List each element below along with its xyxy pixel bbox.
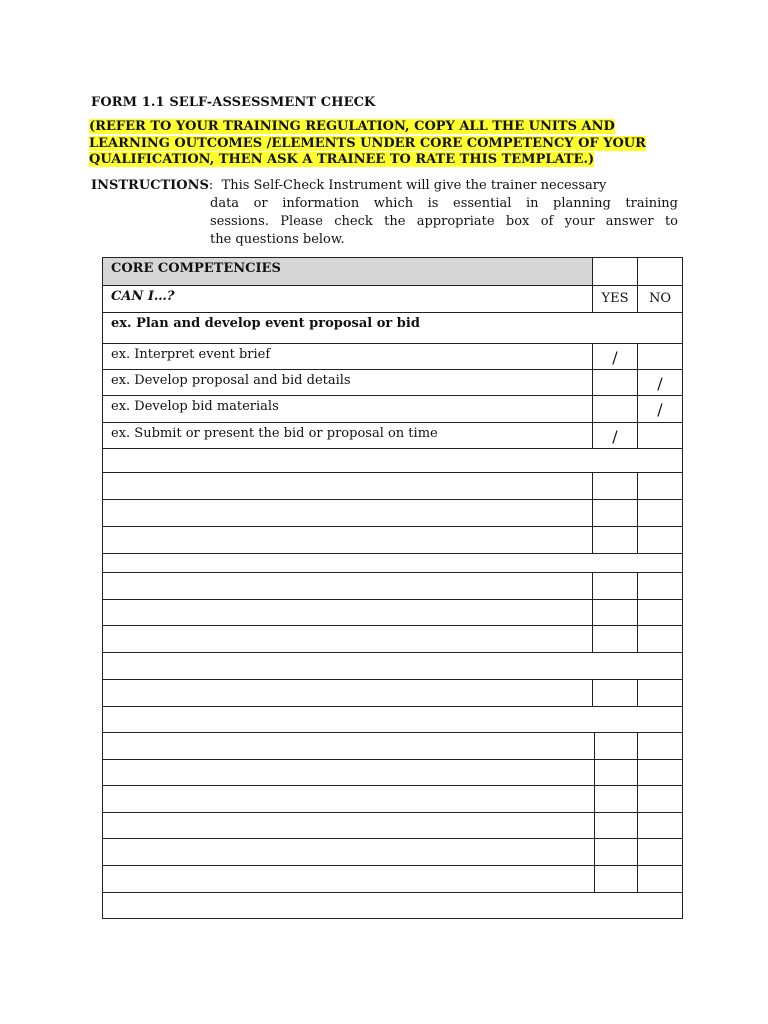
no-checkbox[interactable]	[637, 526, 683, 554]
yes-checkbox[interactable]	[594, 785, 638, 813]
no-checkbox[interactable]	[637, 422, 683, 449]
instructions-line-3: sessions. Please check the appropriate box of your answer to	[210, 214, 678, 229]
table-row-text: ex. Develop proposal and bid details	[102, 369, 593, 396]
no-checkbox[interactable]	[637, 499, 683, 527]
blank-row-text	[102, 812, 595, 839]
no-checkbox[interactable]	[637, 759, 683, 786]
no-checkbox[interactable]	[637, 838, 683, 866]
yes-checkbox[interactable]	[592, 526, 638, 554]
yes-checkbox[interactable]	[592, 395, 638, 423]
yes-checkbox[interactable]	[592, 472, 638, 500]
no-checkbox[interactable]	[637, 625, 683, 653]
instructions-line-2: data or information which is essential in planning training	[210, 196, 678, 211]
core-competencies-header: CORE COMPETENCIES	[102, 257, 593, 286]
yes-checkbox[interactable]	[594, 812, 638, 839]
header-blank-yes	[592, 257, 638, 286]
blank-row-text	[102, 759, 595, 786]
note-line-1: (REFER TO YOUR TRAINING REGULATION, COPY ALL THE UNITS AND	[89, 119, 615, 134]
yes-checkbox[interactable]	[592, 499, 638, 527]
instructions-line-4: the questions below.	[210, 232, 345, 247]
table-row-text: ex. Develop bid materials	[102, 395, 593, 423]
blank-unit-row	[102, 448, 683, 473]
yes-checkbox[interactable]	[594, 838, 638, 866]
blank-unit-row	[102, 706, 683, 733]
yes-checkbox[interactable]	[592, 599, 638, 626]
blank-row-text	[102, 499, 593, 527]
no-checkbox[interactable]	[637, 732, 683, 760]
blank-row-text	[102, 785, 595, 813]
blank-unit-row	[102, 892, 683, 919]
instructions-line-1: : This Self-Check Instrument will give the trainer necessary	[208, 178, 607, 193]
yes-checkbox[interactable]	[592, 679, 638, 707]
no-checkbox[interactable]	[637, 599, 683, 626]
blank-row-text	[102, 865, 595, 893]
note-line-3: QUALIFICATION, THEN ASK A TRAINEE TO RATE THIS TEMPLATE.)	[89, 152, 595, 167]
yes-checkbox[interactable]	[594, 732, 638, 760]
no-checkbox[interactable]	[637, 572, 683, 600]
table-row-text: ex. Submit or present the bid or proposal on time	[102, 422, 593, 449]
blank-row-text	[102, 732, 595, 760]
blank-row-text	[102, 572, 593, 600]
table-row-text: ex. Interpret event brief	[102, 343, 593, 370]
can-i-label: CAN I…?	[102, 285, 593, 313]
no-checkbox[interactable]	[637, 785, 683, 813]
no-checkbox[interactable]	[637, 343, 683, 370]
no-checkbox[interactable]: /	[637, 395, 683, 423]
yes-column-header: YES	[592, 285, 638, 313]
header-blank-no	[637, 257, 683, 286]
no-checkbox[interactable]	[637, 812, 683, 839]
yes-checkbox[interactable]: /	[592, 422, 638, 449]
blank-row-text	[102, 599, 593, 626]
yes-checkbox[interactable]	[594, 759, 638, 786]
instructions-label: INSTRUCTIONS	[91, 178, 209, 193]
yes-checkbox[interactable]	[594, 865, 638, 893]
no-checkbox[interactable]	[637, 472, 683, 500]
no-column-header: NO	[637, 285, 683, 313]
note-line-2: LEARNING OUTCOMES /ELEMENTS UNDER CORE COMPETENCY OF YOUR	[89, 135, 646, 151]
no-checkbox[interactable]: /	[637, 369, 683, 396]
blank-row-text	[102, 838, 595, 866]
yes-checkbox[interactable]	[592, 572, 638, 600]
form-title: FORM 1.1 SELF-ASSESSMENT CHECK	[91, 95, 376, 110]
yes-checkbox[interactable]	[592, 369, 638, 396]
self-assessment-table	[102, 257, 683, 919]
blank-row-text	[102, 625, 593, 653]
highlighted-note	[89, 119, 649, 169]
blank-unit-row	[102, 553, 683, 573]
blank-row-text	[102, 526, 593, 554]
yes-checkbox[interactable]: /	[592, 343, 638, 370]
instructions	[91, 177, 678, 249]
no-checkbox[interactable]	[637, 679, 683, 707]
blank-row-text	[102, 679, 593, 707]
no-checkbox[interactable]	[637, 865, 683, 893]
blank-unit-row	[102, 652, 683, 680]
unit-row: ex. Plan and develop event proposal or bid	[102, 312, 683, 344]
yes-checkbox[interactable]	[592, 625, 638, 653]
blank-row-text	[102, 472, 593, 500]
